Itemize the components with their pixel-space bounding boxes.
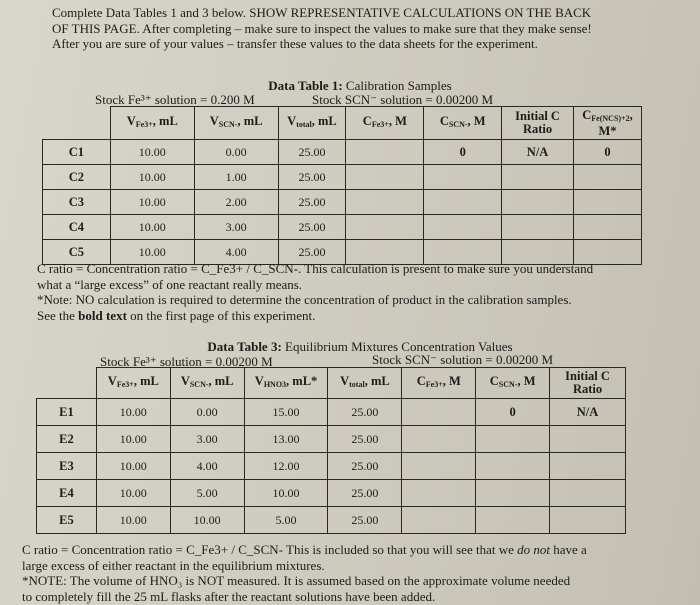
cell-v-total: 25.00 bbox=[328, 453, 402, 480]
cell-v-scn: 2.00 bbox=[194, 190, 278, 215]
header-v-hno3: $V_{HNO3}$, mL* bbox=[244, 368, 328, 399]
table1-notes bbox=[37, 261, 657, 323]
table1-stock-fe: Stock Fe³⁺ solution = 0.200 M bbox=[95, 92, 255, 107]
cell-v-scn: 1.00 bbox=[194, 165, 278, 190]
note-text: C ratio = Concentration ratio = C_Fe3+ / C_SCN- This is included so that you will see that we bbox=[22, 542, 518, 557]
table-row bbox=[37, 399, 626, 426]
cell-v-scn: 0.00 bbox=[194, 140, 278, 165]
cell-c-scn[interactable] bbox=[476, 480, 550, 507]
table-row bbox=[43, 215, 642, 240]
cell-v-total: 25.00 bbox=[328, 480, 402, 507]
instructions-line-3: After you are sure of your values – transfer these values to the data sheets for the experiment. bbox=[52, 36, 538, 51]
cell-c-fe[interactable] bbox=[402, 480, 476, 507]
note-bold-text: bold text bbox=[78, 307, 127, 323]
cell-v-fe: 10.00 bbox=[110, 140, 194, 165]
header-v-total: $V_{total}$, mL bbox=[328, 368, 402, 399]
table3-stock-scn: Stock SCN⁻ solution = 0.00200 M bbox=[372, 352, 554, 367]
cell-v-fe: 10.00 bbox=[96, 507, 170, 534]
cell-v-total: 25.00 bbox=[278, 165, 346, 190]
table3-title-label: Data Table 3: bbox=[207, 339, 282, 354]
table1-note-1: C ratio = Concentration ratio = C_Fe3+ / C_SCN-. This calculation is present to make sure you understand bbox=[37, 261, 594, 276]
cell-c-scn[interactable] bbox=[424, 165, 502, 190]
note-text: have a bbox=[550, 542, 587, 557]
cell-ratio[interactable] bbox=[550, 426, 626, 453]
cell-c-scn[interactable]: 0 bbox=[476, 399, 550, 426]
cell-c-fencs[interactable] bbox=[574, 165, 642, 190]
row-label: E2 bbox=[37, 426, 97, 453]
cell-v-total: 25.00 bbox=[328, 399, 402, 426]
table3-title-text: Equilibrium Mixtures Concentration Values bbox=[281, 339, 513, 354]
note-text: See the bbox=[37, 307, 79, 323]
table3-note-2: large excess of either reactant in the equilibrium mixtures. bbox=[22, 557, 325, 573]
cell-c-fe[interactable] bbox=[346, 215, 424, 240]
header-c-fe: $C_{Fe3+}$, M bbox=[402, 368, 476, 399]
cell-v-hno3: 13.00 bbox=[244, 426, 328, 453]
cell-v-hno3: 10.00 bbox=[244, 480, 328, 507]
header-v-fe: $V_{Fe3+}$, mL bbox=[96, 368, 170, 399]
cell-ratio[interactable] bbox=[550, 507, 626, 534]
row-label: C5 bbox=[43, 240, 111, 265]
cell-v-hno3: 15.00 bbox=[244, 399, 328, 426]
table3-header-row bbox=[37, 368, 626, 399]
cell-c-fe[interactable] bbox=[402, 453, 476, 480]
table1-corner bbox=[43, 107, 111, 140]
cell-c-fe[interactable] bbox=[346, 190, 424, 215]
cell-v-scn: 0.00 bbox=[170, 399, 244, 426]
table1-title-label: Data Table 1: bbox=[268, 78, 343, 93]
table1-title-text: Calibration Samples bbox=[342, 78, 452, 93]
row-label: E1 bbox=[37, 399, 97, 426]
cell-ratio[interactable]: N/A bbox=[502, 140, 574, 165]
header-v-scn: $V_{SCN-}$, mL bbox=[170, 368, 244, 399]
data-table-3 bbox=[36, 367, 626, 534]
cell-c-fe[interactable] bbox=[402, 507, 476, 534]
data-table-1 bbox=[42, 106, 642, 265]
cell-c-fe[interactable] bbox=[402, 399, 476, 426]
row-label: C3 bbox=[43, 190, 111, 215]
cell-v-fe: 10.00 bbox=[96, 453, 170, 480]
header-c-fe: $C_{Fe3+}$, M bbox=[346, 107, 424, 140]
cell-v-fe: 10.00 bbox=[110, 165, 194, 190]
header-v-scn: $V_{SCN-}$, mL bbox=[194, 107, 278, 140]
cell-v-total: 25.00 bbox=[278, 190, 346, 215]
cell-v-scn: 3.00 bbox=[170, 426, 244, 453]
instructions-line-1: Complete Data Tables 1 and 3 below. SHOW REPRESENTATIVE CALCULATIONS ON THE BACK bbox=[52, 5, 592, 20]
cell-c-scn[interactable] bbox=[424, 215, 502, 240]
table-row bbox=[43, 165, 642, 190]
row-label: E5 bbox=[37, 507, 97, 534]
instructions bbox=[52, 5, 672, 52]
cell-v-fe: 10.00 bbox=[96, 426, 170, 453]
cell-v-fe: 10.00 bbox=[96, 399, 170, 426]
header-v-total: $V_{total}$, mL bbox=[278, 107, 346, 140]
cell-c-scn[interactable] bbox=[424, 190, 502, 215]
table1-note-4 bbox=[37, 308, 657, 324]
header-initial-c-ratio: Initial C Ratio bbox=[550, 368, 626, 399]
cell-v-scn: 3.00 bbox=[194, 215, 278, 240]
table3-stock-fe: Stock Fe³⁺ solution = 0.00200 M bbox=[100, 354, 273, 369]
cell-ratio[interactable] bbox=[550, 453, 626, 480]
cell-v-fe: 10.00 bbox=[110, 190, 194, 215]
cell-v-total: 25.00 bbox=[328, 507, 402, 534]
cell-v-fe: 10.00 bbox=[96, 480, 170, 507]
cell-v-scn: 4.00 bbox=[194, 240, 278, 265]
table1-stock-scn: Stock SCN⁻ solution = 0.00200 M bbox=[312, 92, 494, 107]
header-c-fencs: $C_{Fe(NCS)+2}$, M* bbox=[574, 107, 642, 140]
cell-v-total: 25.00 bbox=[278, 240, 346, 265]
table-row bbox=[37, 507, 626, 534]
cell-c-fe[interactable] bbox=[402, 426, 476, 453]
cell-c-scn[interactable] bbox=[476, 507, 550, 534]
cell-v-fe: 10.00 bbox=[110, 215, 194, 240]
row-label: C1 bbox=[43, 140, 111, 165]
header-v-fe: $V_{Fe3+}$, mL bbox=[110, 107, 194, 140]
cell-ratio[interactable] bbox=[550, 480, 626, 507]
cell-c-scn[interactable]: 0 bbox=[424, 140, 502, 165]
row-label: C4 bbox=[43, 215, 111, 240]
cell-ratio[interactable]: N/A bbox=[550, 399, 626, 426]
cell-v-total: 25.00 bbox=[278, 215, 346, 240]
cell-v-hno3: 5.00 bbox=[244, 507, 328, 534]
note-text: on the first page of this experiment. bbox=[126, 307, 316, 323]
cell-v-scn: 5.00 bbox=[170, 480, 244, 507]
cell-v-fe: 10.00 bbox=[110, 240, 194, 265]
table-row bbox=[37, 453, 626, 480]
cell-v-scn: 10.00 bbox=[170, 507, 244, 534]
header-c-scn: $C_{SCN-}$, M bbox=[476, 368, 550, 399]
row-label: E3 bbox=[37, 453, 97, 480]
table-row bbox=[43, 190, 642, 215]
table-row bbox=[43, 140, 642, 165]
cell-c-fe[interactable] bbox=[346, 165, 424, 190]
table-row bbox=[37, 426, 626, 453]
row-label: E4 bbox=[37, 480, 97, 507]
cell-c-fe[interactable] bbox=[346, 140, 424, 165]
table-row bbox=[37, 480, 626, 507]
table1-note-2: what a “large excess” of one reactant really means. bbox=[37, 276, 303, 292]
cell-ratio[interactable] bbox=[502, 190, 574, 215]
cell-c-fencs[interactable]: 0 bbox=[574, 140, 642, 165]
cell-c-scn[interactable] bbox=[476, 426, 550, 453]
table3-note-3: *NOTE: The volume of HNO₃ is NOT measured. It is assumed based on the approximate volume needed bbox=[22, 573, 571, 588]
row-label: C2 bbox=[43, 165, 111, 190]
table3-corner bbox=[37, 368, 97, 399]
cell-c-fencs[interactable] bbox=[574, 190, 642, 215]
cell-v-total: 25.00 bbox=[278, 140, 346, 165]
cell-v-scn: 4.00 bbox=[170, 453, 244, 480]
header-c-scn: $C_{SCN-}$, M bbox=[424, 107, 502, 140]
table1-header-row bbox=[43, 107, 642, 140]
header-initial-c-ratio: Initial C Ratio bbox=[502, 107, 574, 140]
table3-notes bbox=[22, 542, 692, 604]
cell-c-fencs[interactable] bbox=[574, 215, 642, 240]
instructions-line-2: OF THIS PAGE. After completing – make sure to inspect the values to make sure that they make sense! bbox=[52, 20, 592, 36]
cell-c-scn[interactable] bbox=[476, 453, 550, 480]
note-italic-text: do not bbox=[517, 542, 550, 557]
cell-ratio[interactable] bbox=[502, 165, 574, 190]
table3-note-1 bbox=[22, 542, 692, 558]
cell-v-total: 25.00 bbox=[328, 426, 402, 453]
cell-ratio[interactable] bbox=[502, 215, 574, 240]
cell-v-hno3: 12.00 bbox=[244, 453, 328, 480]
table1-note-3: *Note: NO calculation is required to determine the concentration of product in the calibration samples. bbox=[37, 292, 572, 307]
table3-note-4: to completely fill the 25 mL flasks after the reactant solutions have been added. bbox=[22, 588, 436, 604]
